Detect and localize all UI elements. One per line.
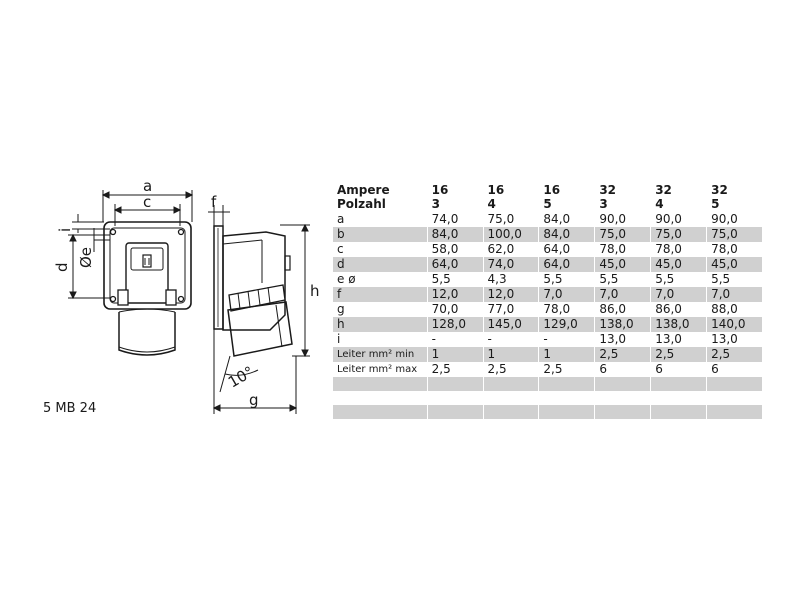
table-cell: 2,5: [427, 362, 483, 377]
dim-label-angle: 10°: [225, 362, 258, 392]
table-cell: 5,5: [595, 272, 651, 287]
table-cell: 88,0: [707, 302, 763, 317]
table-cell: 2,5: [707, 347, 763, 362]
table-cell: 12,0: [427, 287, 483, 302]
dim-label-g: g: [249, 391, 259, 409]
table-cell: 74,0: [483, 257, 539, 272]
blank-cell: [595, 405, 651, 419]
table-row: [333, 257, 763, 272]
side-view: [214, 226, 292, 356]
table-cell: 1: [539, 347, 595, 362]
blank-cell: [707, 377, 763, 391]
table-row: [333, 332, 763, 347]
header-col-5: 32 4: [651, 182, 707, 212]
dim-label-e: Øe: [77, 246, 95, 268]
table-cell: 1: [483, 347, 539, 362]
table-cell: 5,5: [539, 272, 595, 287]
table-cell: 1: [427, 347, 483, 362]
dim-label-a: a: [143, 177, 153, 195]
technical-drawing: [0, 0, 330, 600]
blank-cell: [539, 405, 595, 419]
dim-label-c: c: [143, 193, 152, 211]
blank-row: [333, 405, 763, 419]
row-label: Leiter mm² min: [333, 347, 427, 362]
table-row: [333, 242, 763, 257]
table-row: [333, 347, 763, 362]
front-plate: [104, 222, 191, 309]
hinge-right: [166, 290, 176, 305]
table-cell: 64,0: [539, 242, 595, 257]
table-cell: 12,0: [483, 287, 539, 302]
table-cell: 77,0: [483, 302, 539, 317]
blank-cell: [333, 377, 427, 391]
table-cell: 129,0: [539, 317, 595, 332]
blank-cell: [427, 391, 483, 405]
row-label: b: [333, 227, 427, 242]
dimension-table: [333, 182, 763, 419]
table-cell: -: [483, 332, 539, 347]
front-cylinder: [119, 312, 175, 355]
table-cell: 13,0: [707, 332, 763, 347]
blank-cell: [707, 405, 763, 419]
table-cell: 45,0: [707, 257, 763, 272]
table-cell: 5,5: [651, 272, 707, 287]
table-cell: 7,0: [595, 287, 651, 302]
blank-cell: [483, 377, 539, 391]
table-cell: 2,5: [651, 347, 707, 362]
table-cell: 45,0: [595, 257, 651, 272]
front-housing: [126, 243, 168, 303]
header-col-2: 16 4: [483, 182, 539, 212]
table-cell: -: [539, 332, 595, 347]
table-cell: 90,0: [651, 212, 707, 227]
table-cell: 62,0: [483, 242, 539, 257]
table-cell: 78,0: [707, 242, 763, 257]
table-cell: 74,0: [427, 212, 483, 227]
table-row: [333, 317, 763, 332]
blank-cell: [539, 391, 595, 405]
table-cell: 6: [595, 362, 651, 377]
table-cell: 7,0: [539, 287, 595, 302]
row-label: i: [333, 332, 427, 347]
side-housing: [223, 232, 285, 330]
table-cell: 6: [707, 362, 763, 377]
header-polzahl-label: Polzahl: [337, 197, 386, 211]
row-label: g: [333, 302, 427, 317]
dim-label-i: i: [56, 227, 74, 232]
table-cell: 86,0: [595, 302, 651, 317]
table-cell: 7,0: [651, 287, 707, 302]
table-cell: 64,0: [427, 257, 483, 272]
table-cell: 6: [651, 362, 707, 377]
table-cell: 2,5: [483, 362, 539, 377]
latch-icon: [143, 255, 151, 267]
blank-cell: [539, 377, 595, 391]
row-label: e ø: [333, 272, 427, 287]
model-code: 5 MB 24: [43, 401, 97, 416]
row-label: h: [333, 317, 427, 332]
header-ampere-label: Ampere: [337, 183, 390, 197]
table-cell: 140,0: [707, 317, 763, 332]
table-cell: 84,0: [427, 227, 483, 242]
header-col-4: 32 3: [595, 182, 651, 212]
table-row: [333, 227, 763, 242]
table-row: [333, 362, 763, 377]
front-view: [104, 222, 191, 355]
hinge-left: [118, 290, 128, 305]
table-cell: 13,0: [595, 332, 651, 347]
blank-cell: [427, 405, 483, 419]
dim-label-h: h: [310, 282, 320, 300]
screw-hole-tr: [179, 230, 184, 235]
blank-cell: [651, 405, 707, 419]
blank-row: [333, 377, 763, 391]
table-cell: 7,0: [707, 287, 763, 302]
row-label: a: [333, 212, 427, 227]
row-label: d: [333, 257, 427, 272]
table-cell: -: [427, 332, 483, 347]
table-cell: 75,0: [595, 227, 651, 242]
front-dimensions: [68, 190, 192, 298]
table-cell: 4,3: [483, 272, 539, 287]
blank-cell: [333, 405, 427, 419]
table-cell: 78,0: [539, 302, 595, 317]
table-row: [333, 212, 763, 227]
blank-cell: [651, 391, 707, 405]
side-plate: [214, 226, 223, 329]
table-cell: 75,0: [707, 227, 763, 242]
table-row: [333, 287, 763, 302]
screw-hole-tl: [111, 230, 116, 235]
row-label: f: [333, 287, 427, 302]
table-cell: 78,0: [651, 242, 707, 257]
header-label-cell: [333, 182, 427, 212]
table-cell: 145,0: [483, 317, 539, 332]
table-cell: 75,0: [651, 227, 707, 242]
dim-label-d: d: [53, 262, 71, 272]
blank-cell: [427, 377, 483, 391]
table-cell: 84,0: [539, 212, 595, 227]
header-col-6: 32 5: [707, 182, 763, 212]
table-cell: 138,0: [595, 317, 651, 332]
blank-cell: [595, 377, 651, 391]
blank-cell: [483, 391, 539, 405]
dim-label-f: f: [211, 193, 217, 211]
table-cell: 70,0: [427, 302, 483, 317]
table-cell: 90,0: [595, 212, 651, 227]
table-cell: 100,0: [483, 227, 539, 242]
table-cell: 5,5: [707, 272, 763, 287]
blank-cell: [483, 405, 539, 419]
table-cell: 2,5: [595, 347, 651, 362]
blank-cell: [651, 377, 707, 391]
table-cell: 5,5: [427, 272, 483, 287]
table-cell: 138,0: [651, 317, 707, 332]
header-col-1: 16 3: [427, 182, 483, 212]
row-label: c: [333, 242, 427, 257]
table-cell: 86,0: [651, 302, 707, 317]
table-header-row: [333, 182, 763, 212]
table-cell: 84,0: [539, 227, 595, 242]
blank-row: [333, 391, 763, 405]
screw-hole-br: [179, 297, 184, 302]
table-cell: 45,0: [651, 257, 707, 272]
blank-cell: [707, 391, 763, 405]
blank-cell: [333, 391, 427, 405]
screw-hole-bl: [111, 297, 116, 302]
table-cell: 13,0: [651, 332, 707, 347]
table-row: [333, 272, 763, 287]
blank-cell: [595, 391, 651, 405]
table-cell: 58,0: [427, 242, 483, 257]
table-cell: 2,5: [539, 362, 595, 377]
table-cell: 128,0: [427, 317, 483, 332]
table-cell: 78,0: [595, 242, 651, 257]
table-cell: 75,0: [483, 212, 539, 227]
row-label: Leiter mm² max: [333, 362, 427, 377]
table-row: [333, 302, 763, 317]
header-col-3: 16 5: [539, 182, 595, 212]
table-cell: 64,0: [539, 257, 595, 272]
table-cell: 90,0: [707, 212, 763, 227]
